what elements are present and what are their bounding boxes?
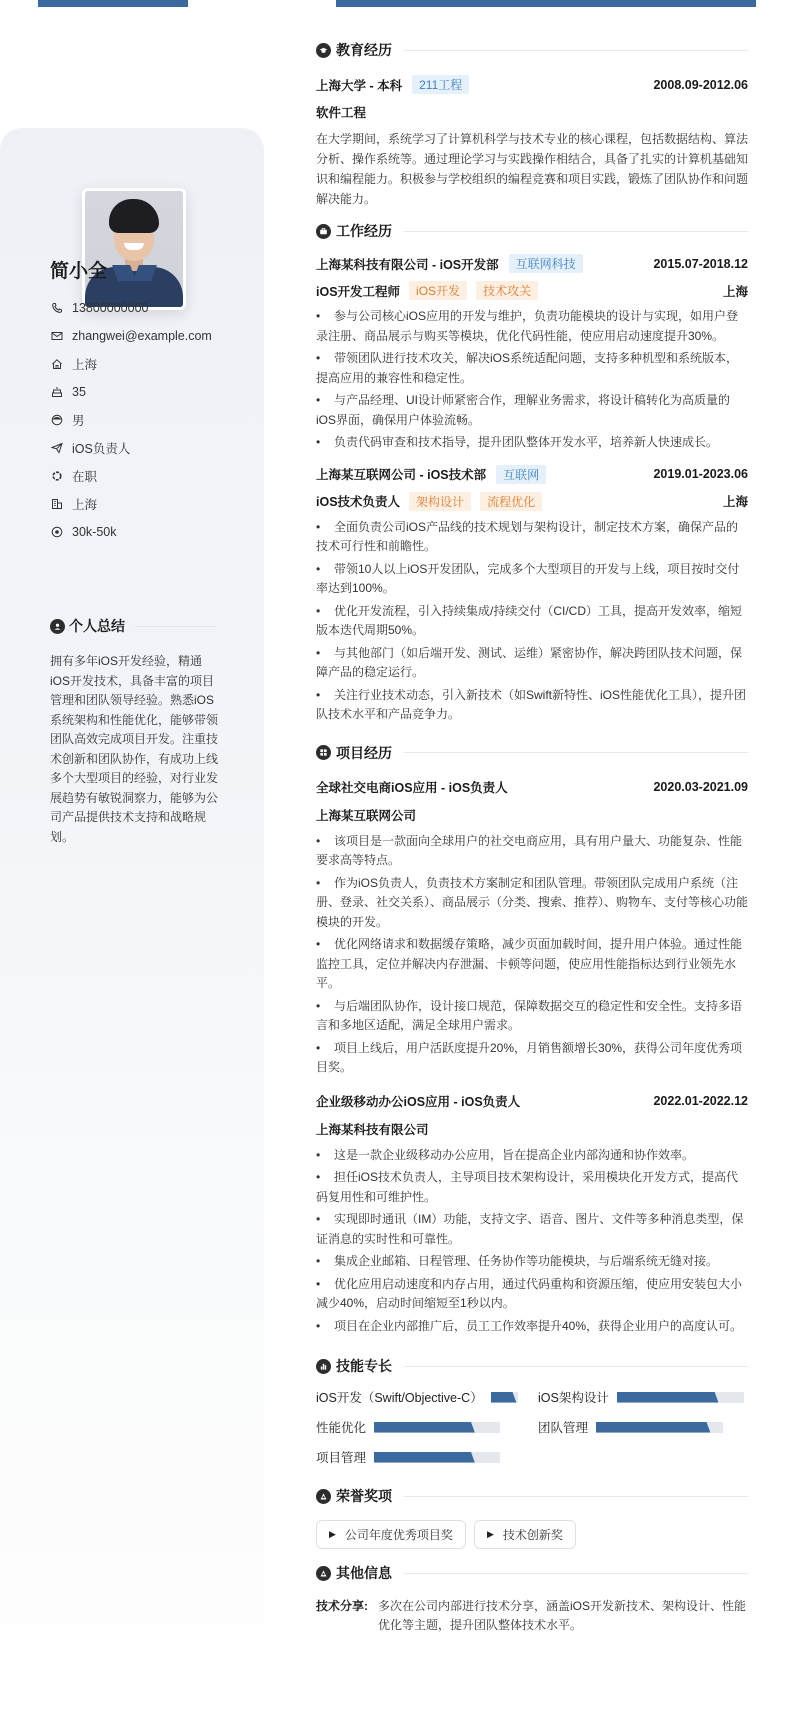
work-title: 工作经历 (336, 223, 392, 239)
summary-title: 个人总结 (69, 618, 125, 634)
skill-name: 性能优化 (316, 1421, 367, 1435)
skill-tag: iOS开发 (409, 281, 467, 300)
home-value: 上海 (72, 358, 98, 372)
profile-photo (85, 191, 183, 307)
job-date: 2019.01-2023.06 (653, 467, 748, 481)
info-gender (50, 406, 212, 434)
education-title: 教育经历 (336, 42, 392, 58)
list-item: • 优化网络请求和数据缓存策略，减少页面加载时间，提升用户体验。通过性能监控工具，定位并解决内存泄漏、卡顿等问题，使应用性能指标达到行业领先水平。 (316, 937, 743, 990)
award-icon (316, 1566, 331, 1581)
work-header (316, 219, 748, 243)
briefcase-icon (316, 224, 331, 239)
list-item: • 与后端团队协作，设计接口规范，保障数据交互的稳定性和安全性。支持多语言和多地区适配，满足全球用户需求。 (316, 998, 743, 1032)
skill-tag: 流程优化 (480, 492, 542, 511)
projects-title: 项目经历 (336, 744, 392, 761)
skill-item (538, 1388, 748, 1406)
job-city: 上海 (722, 495, 748, 509)
awards-header (316, 1484, 748, 1508)
job-bullets (316, 307, 748, 453)
education-description: 在大学期间，系统学习了计算机科学与技术专业的核心课程，包括数据结构、算法分析、操作系统等。通过理论学习与实践操作相结合，具备了扎实的计算机基础知识和编程能力。积极参与学校组织的编程竞赛和项目实践，锻炼了团队协作和问题解决能力。 (316, 132, 749, 206)
skill-name: iOS架构设计 (538, 1391, 609, 1405)
job-entry (316, 465, 748, 725)
list-item: • 集成企业邮箱、日程管理、任务协作等功能模块，与后端系统无缝对接。 (316, 1254, 719, 1268)
skill-bar (596, 1422, 723, 1433)
list-item: • 作为iOS负责人，负责技术方案制定和团队管理。带领团队完成用户系统（注册、登录、社交关系）、商品展示（分类、搜索、推荐）、购物车、支付等核心功能模块的开发。 (316, 875, 749, 929)
project-company-row (316, 1120, 748, 1138)
skills-section (316, 1354, 748, 1466)
job-city: 上海 (722, 284, 748, 299)
top-accent-bar-right (336, 0, 756, 7)
skill-tag: 架构设计 (409, 492, 471, 511)
list-item: • 担任iOS技术负责人，主导项目技术架构设计，采用模块化开发方式，提高代码复用性和可维护性。 (316, 1170, 739, 1204)
skill-bar-fill (617, 1392, 719, 1403)
list-item: • 该项目是一款面向全球用户的社交电商应用，具有用户量大、功能复杂、性能要求高等特点。 (316, 833, 743, 867)
industry-tag: 互联网 (496, 465, 546, 484)
education-date: 2008.09-2012.06 (653, 77, 748, 92)
project-name-row (316, 778, 748, 796)
skill-name: 项目管理 (316, 1451, 367, 1465)
info-email (50, 322, 212, 350)
awards-title: 荣誉奖项 (336, 1488, 392, 1504)
list-item: • 项目在企业内部推广后，员工工作效率提升40%，获得企业用户的高度认可。 (316, 1318, 743, 1333)
award-chip: ▶ 技术创新奖 (474, 1520, 576, 1549)
school-name: 上海大学 - 本科 (316, 78, 403, 93)
skill-name: iOS开发（Swift/Objective-C） (316, 1391, 483, 1405)
education-header (316, 38, 748, 62)
list-item: • 关注行业技术动态，引入新技术（如Swift新特性、iOS性能优化工具），提升团队技术水平和产品竞争力。 (316, 687, 747, 721)
skill-item (316, 1418, 538, 1436)
list-item: • 与其他部门（如后端开发、测试、运维）紧密协作，解决跨团队技术问题，保障产品的稳定运行。 (316, 645, 743, 679)
info-city (50, 490, 212, 518)
project-bullets (316, 832, 748, 1078)
skill-name: 团队管理 (538, 1421, 589, 1435)
send-icon (50, 441, 64, 455)
other-header (316, 1561, 748, 1585)
divider (404, 50, 748, 51)
skill-item (316, 1448, 538, 1466)
projects-header (316, 741, 748, 765)
graduation-cap-icon (316, 43, 331, 58)
list-item: • 参与公司核心iOS应用的开发与维护，负责功能模块的设计与实现，如用户登录注册、商品展示与购买等模块，优化代码性能，使应用启动速度提升30%。 (316, 309, 739, 343)
awards-section (316, 1484, 748, 1549)
avatar (82, 188, 186, 310)
skill-bar-fill (374, 1422, 475, 1433)
job-bullets (316, 518, 748, 725)
education-section (316, 38, 748, 209)
divider (135, 626, 216, 627)
skill-bar (491, 1392, 518, 1403)
status-value: 在职 (72, 470, 98, 484)
triangle-icon: ▶ (486, 1529, 494, 1539)
list-item: • 项目上线后，用户活跃度提升20%，月销售额增长30%，获得公司年度优秀项目奖。 (316, 1040, 743, 1074)
skill-bar-fill (491, 1392, 517, 1403)
list-item: • 负责代码审查和技术指导，提升团队整体开发水平，培养新人快速成长。 (316, 435, 719, 449)
profile-name: 简小全 (50, 261, 108, 282)
project-date: 2020.03-2021.09 (653, 779, 748, 794)
major-row (316, 103, 748, 121)
job-position-row (316, 492, 748, 511)
divider (404, 1573, 748, 1574)
list-item: • 优化应用启动速度和内存占用，通过代码重构和资源压缩，使应用安装包大小减少40%，启动时间缩短至1秒以内。 (316, 1276, 743, 1310)
work-section (316, 219, 748, 725)
phone-value: 13800000000 (72, 301, 149, 315)
skill-bar-fill (374, 1452, 475, 1463)
skills-header (316, 1354, 748, 1378)
grid-icon (316, 745, 331, 760)
job-date: 2015.07-2018.12 (653, 256, 748, 271)
skills-grid (316, 1388, 748, 1466)
salary-icon (50, 525, 64, 539)
skills-title: 技能专长 (336, 1358, 392, 1374)
job-company-row (316, 465, 748, 484)
school-tag: 211工程 (412, 75, 469, 94)
other-title: 其他信息 (336, 1565, 392, 1581)
info-age (50, 378, 212, 406)
project-entry (316, 1092, 748, 1337)
skill-tag: 技术攻关 (476, 281, 538, 300)
project-name: 企业级移动办公iOS应用 - iOS负责人 (316, 1094, 521, 1109)
list-item: • 带领10人以上iOS开发团队，完成多个大型项目的开发与上线，项目按时交付率达到100%。 (316, 561, 740, 595)
job-position: iOS开发工程师 (316, 284, 401, 299)
industry-tag: 互联网科技 (509, 254, 583, 273)
project-bullets (316, 1146, 748, 1337)
award-icon (316, 1489, 331, 1504)
summary-header (50, 616, 216, 636)
skill-bar-fill (596, 1422, 710, 1433)
info-salary (50, 518, 212, 546)
job-company: 上海某科技有限公司 - iOS开发部 (316, 257, 499, 272)
job-entry (316, 254, 748, 453)
mail-icon (50, 329, 64, 343)
job-position: iOS技术负责人 (316, 495, 401, 509)
bar-chart-icon (316, 1359, 331, 1374)
other-key: 技术分享: (316, 1599, 368, 1613)
other-value: 多次在公司内部进行技术分享，涵盖iOS开发新技术、架构设计、性能优化等主题，提升团队整体技术水平。 (378, 1599, 747, 1632)
contact-info-list (50, 294, 212, 546)
list-item: • 与产品经理、UI设计师紧密合作，理解业务需求，将设计稿转化为高质量的iOS界面，确保用户体验流畅。 (316, 393, 731, 427)
city-value: 上海 (72, 498, 98, 512)
project-date: 2022.01-2022.12 (653, 1093, 748, 1108)
job-position-row (316, 281, 748, 300)
list-item: • 实现即时通讯（IM）功能，支持文字、语音、图片、文件等多种消息类型，保证消息的实时性和可靠性。 (316, 1212, 744, 1246)
salary-value: 30k-50k (72, 525, 117, 539)
major: 软件工程 (316, 106, 367, 120)
info-status (50, 462, 212, 490)
age-value: 35 (72, 385, 86, 399)
list-item: • 全面负责公司iOS产品线的技术规划与架构设计，制定技术方案，确保产品的技术可行性和前瞻性。 (316, 519, 739, 553)
info-home (50, 350, 212, 378)
skill-item (316, 1388, 538, 1406)
summary-text: 拥有多年iOS开发经验，精通iOS开发技术，具备丰富的项目管理和团队领导经验。熟悉iOS系统架构和性能优化，能够带领团队高效完成项目开发。注重技术创新和团队协作，有成功上线多个大型项目的经验，对行业发展趋势有敏锐洞察力，能够为公司产品提供技术支持和战略规划。 (50, 654, 219, 844)
cake-icon (50, 385, 64, 399)
list-item: • 优化开发流程，引入持续集成/持续交付（CI/CD）工具，提高开发效率，缩短版本迭代周期50%。 (316, 603, 743, 637)
projects-section (316, 741, 748, 1337)
divider (404, 1496, 748, 1497)
project-entry (316, 778, 748, 1078)
skill-item (538, 1418, 748, 1436)
divider (404, 1366, 748, 1367)
list-item: • 带领团队进行技术攻关，解决iOS系统适配问题，支持多种机型和系统版本，提高应用的兼容性和稳定性。 (316, 351, 739, 385)
building-icon (50, 497, 64, 511)
gender-icon (50, 413, 64, 427)
triangle-icon: ▶ (329, 1529, 336, 1539)
divider (404, 752, 748, 753)
top-accent-bar-left (38, 0, 188, 7)
job-company: 上海某互联网公司 - iOS技术部 (316, 468, 487, 482)
skill-bar (617, 1392, 744, 1403)
job-company-row (316, 254, 748, 273)
home-icon (50, 357, 64, 371)
awards-list (316, 1520, 748, 1549)
info-position (50, 434, 212, 462)
education-row (316, 75, 748, 94)
other-section (316, 1561, 748, 1635)
other-item (316, 1597, 748, 1635)
project-company-row (316, 806, 748, 824)
phone-icon (50, 301, 64, 315)
gender-value: 男 (72, 414, 85, 428)
project-name-row (316, 1092, 748, 1110)
project-name: 全球社交电商iOS应用 - iOS负责人 (316, 780, 508, 795)
award-chip: ▶ 公司年度优秀项目奖 (316, 1520, 466, 1549)
skill-bar (374, 1422, 500, 1433)
project-company: 上海某科技有限公司 (316, 1122, 429, 1137)
project-company: 上海某互联网公司 (316, 808, 417, 823)
skill-bar (374, 1452, 500, 1463)
position-value: iOS负责人 (72, 442, 131, 456)
list-item: • 这是一款企业级移动办公应用，旨在提高企业内部沟通和协作效率。 (316, 1147, 695, 1162)
divider (404, 231, 748, 232)
info-phone (50, 294, 212, 322)
main-content (316, 38, 748, 1635)
user-circle-icon (50, 619, 65, 634)
email-value: zhangwei@example.com (72, 329, 212, 343)
status-icon (50, 469, 64, 483)
